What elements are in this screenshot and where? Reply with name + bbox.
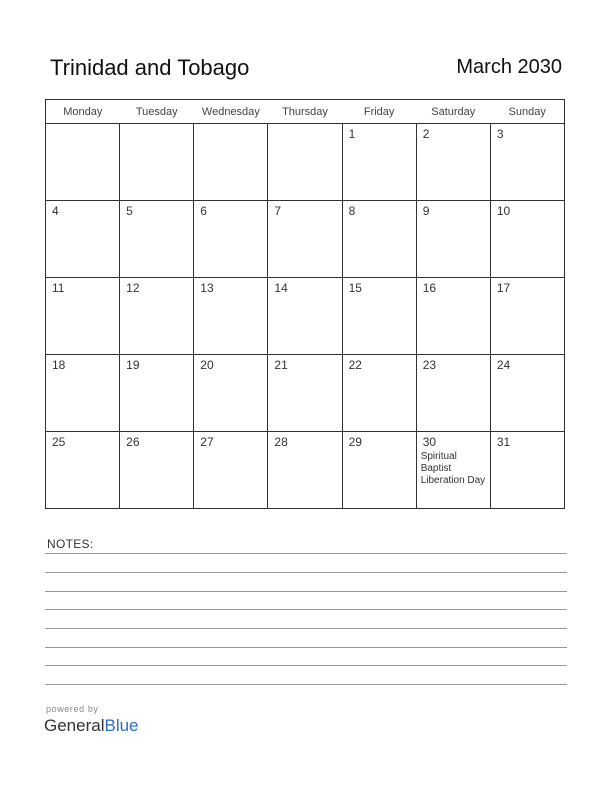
week-row-4 bbox=[46, 355, 565, 432]
day-cell bbox=[120, 201, 194, 278]
day-cell bbox=[342, 432, 416, 509]
day-cell bbox=[46, 432, 120, 509]
day-cell bbox=[194, 201, 268, 278]
day-number: 12 bbox=[126, 281, 140, 295]
day-cell bbox=[416, 124, 490, 201]
day-number: 24 bbox=[496, 358, 511, 372]
day-cell bbox=[490, 355, 564, 432]
day-number: 22 bbox=[348, 358, 362, 372]
powered-by-text: powered by bbox=[46, 704, 99, 714]
day-cell bbox=[120, 432, 194, 509]
day-cell bbox=[490, 432, 564, 509]
day-number: 2 bbox=[422, 127, 430, 141]
day-cell bbox=[342, 355, 416, 432]
weekday-friday: Friday bbox=[342, 100, 416, 124]
day-number: 16 bbox=[422, 281, 437, 295]
day-cell bbox=[120, 355, 194, 432]
day-number: 6 bbox=[200, 204, 207, 218]
day-number: 10 bbox=[496, 204, 511, 218]
day-cell bbox=[342, 124, 416, 201]
day-cell bbox=[120, 278, 194, 355]
day-number: 29 bbox=[348, 435, 362, 449]
note-line bbox=[45, 684, 567, 685]
week-row-5 bbox=[46, 432, 565, 509]
day-cell bbox=[490, 124, 564, 201]
day-number: 26 bbox=[126, 435, 140, 449]
day-number: 20 bbox=[200, 358, 214, 372]
day-cell bbox=[416, 355, 490, 432]
weekday-header-row bbox=[46, 100, 565, 124]
day-cell bbox=[46, 355, 120, 432]
day-number: 1 bbox=[348, 127, 356, 141]
day-number: 27 bbox=[200, 435, 214, 449]
day-number: 7 bbox=[274, 204, 282, 218]
day-cell bbox=[416, 278, 490, 355]
day-number: 5 bbox=[126, 204, 133, 218]
day-number: 11 bbox=[52, 281, 65, 295]
day-cell bbox=[268, 355, 342, 432]
day-number: 17 bbox=[496, 281, 511, 295]
day-number: 15 bbox=[348, 281, 362, 295]
day-cell bbox=[194, 278, 268, 355]
week-row-3 bbox=[46, 278, 565, 355]
brand-blue-text: Blue bbox=[104, 716, 139, 735]
day-cell bbox=[416, 201, 490, 278]
note-line bbox=[45, 572, 567, 573]
day-cell bbox=[342, 201, 416, 278]
note-line bbox=[45, 628, 567, 629]
country-title: Trinidad and Tobago bbox=[50, 55, 250, 80]
day-cell bbox=[268, 278, 342, 355]
note-line bbox=[45, 665, 567, 666]
weekday-thursday: Thursday bbox=[268, 100, 342, 124]
day-cell bbox=[46, 278, 120, 355]
day-cell bbox=[194, 124, 268, 201]
weekday-saturday: Saturday bbox=[416, 100, 490, 124]
brand-general-text: General bbox=[44, 716, 105, 735]
day-number: 3 bbox=[496, 127, 504, 141]
month-title: March 2030 bbox=[456, 56, 562, 78]
weekday-sunday: Sunday bbox=[490, 100, 564, 124]
day-cell bbox=[46, 124, 120, 201]
generalblue-logo[interactable] bbox=[44, 716, 139, 736]
day-cell bbox=[490, 278, 564, 355]
day-number: 13 bbox=[200, 281, 214, 295]
day-number: 31 bbox=[496, 435, 511, 449]
day-cell bbox=[194, 432, 268, 509]
day-number: 25 bbox=[52, 435, 66, 449]
day-number: 8 bbox=[348, 204, 356, 218]
weekday-wednesday: Wednesday bbox=[194, 100, 268, 124]
note-line bbox=[45, 591, 567, 592]
day-number: 21 bbox=[274, 358, 288, 372]
weekday-tuesday: Tuesday bbox=[120, 100, 194, 124]
day-number: 28 bbox=[274, 435, 288, 449]
day-cell bbox=[342, 278, 416, 355]
day-number: 4 bbox=[52, 204, 59, 218]
day-cell-holiday bbox=[416, 432, 490, 509]
day-cell bbox=[268, 432, 342, 509]
day-cell bbox=[194, 355, 268, 432]
day-cell bbox=[268, 201, 342, 278]
day-number: 9 bbox=[422, 204, 430, 218]
day-cell bbox=[120, 124, 194, 201]
calendar-grid bbox=[45, 99, 565, 509]
day-number: 14 bbox=[274, 281, 288, 295]
week-row-1 bbox=[46, 124, 565, 201]
note-line bbox=[45, 647, 567, 648]
note-line bbox=[45, 553, 567, 554]
notes-label: NOTES: bbox=[47, 537, 94, 551]
day-cell bbox=[490, 201, 564, 278]
day-cell bbox=[268, 124, 342, 201]
day-number: 30 bbox=[422, 435, 437, 449]
day-cell bbox=[46, 201, 120, 278]
day-number: 19 bbox=[126, 358, 140, 372]
holiday-label: Spiritual Baptist Liberation Day bbox=[420, 451, 486, 486]
weekday-monday: Monday bbox=[46, 100, 120, 124]
day-number: 18 bbox=[52, 358, 66, 372]
note-line bbox=[45, 609, 567, 610]
week-row-2 bbox=[46, 201, 565, 278]
day-number: 23 bbox=[422, 358, 437, 372]
